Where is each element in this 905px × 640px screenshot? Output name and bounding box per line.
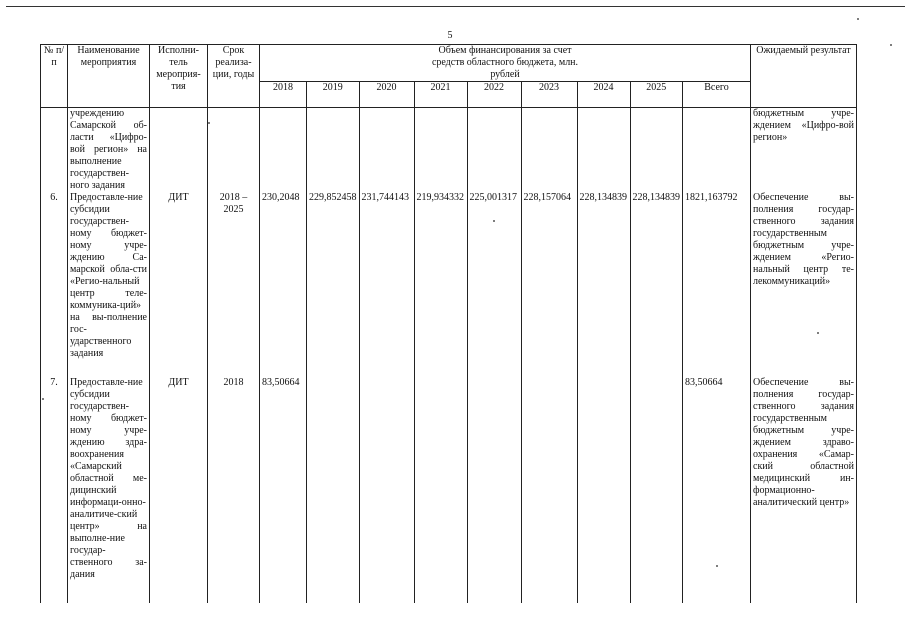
table-row [41, 192, 857, 377]
row-value [307, 377, 360, 603]
row-value [521, 377, 577, 603]
header-year: 2025 [630, 82, 683, 108]
header-num: № п/п [41, 45, 68, 108]
table-row [41, 377, 857, 603]
row-term: 2018 – 2025 [208, 192, 260, 377]
header-year: 2018 [260, 82, 307, 108]
row-executor: ДИТ [150, 192, 208, 377]
header-year: 2019 [307, 82, 360, 108]
row-name: учреждению Самарской об-ласти «Цифро-вой регион» на выполнение государствен-ного задания [68, 108, 150, 193]
row-executor [150, 108, 208, 193]
row-value [521, 108, 577, 193]
scan-speck [890, 44, 892, 46]
row-value [414, 377, 467, 603]
header-year: 2021 [414, 82, 467, 108]
row-value [359, 108, 414, 193]
scan-speck [493, 220, 495, 222]
row-executor: ДИТ [150, 377, 208, 603]
table-row [41, 108, 857, 193]
row-num: 6. [41, 192, 68, 377]
row-value: 228,134839 [577, 192, 630, 377]
row-result: Обеспечение вы-полнения государ-ственного задания государственным бюджетным учре-ждением «Регио-нальный центр те-лекоммуникаций» [751, 192, 857, 377]
row-value [630, 108, 683, 193]
scan-speck [42, 398, 44, 400]
header-term: Срок реализа-ции, годы [208, 45, 260, 108]
row-value: 225,001317 [467, 192, 521, 377]
row-num [41, 108, 68, 193]
row-num: 7. [41, 377, 68, 603]
row-total: 83,50664 [683, 377, 751, 603]
row-value [577, 377, 630, 603]
header-name: Наименование мероприятия [68, 45, 150, 108]
row-value [414, 108, 467, 193]
row-value: 83,50664 [260, 377, 307, 603]
row-result: бюджетным учре-ждением «Цифро-вой регион» [751, 108, 857, 193]
row-value [467, 108, 521, 193]
header-year: 2022 [467, 82, 521, 108]
row-value [630, 377, 683, 603]
header-year: 2020 [359, 82, 414, 108]
row-name: Предоставле-ние субсидии государствен-ному бюджет-ному учре-ждению Са-марской обла-сти «Регио-нальный центр теле-коммуника-ций» на вы-полнение гос-ударственного задания [68, 192, 150, 377]
scan-speck [857, 18, 859, 20]
row-value [307, 108, 360, 193]
header-total: Всего [683, 82, 751, 108]
row-value: 229,852458 [307, 192, 360, 377]
row-value: 228,134839 [630, 192, 683, 377]
row-total: 1821,163792 [683, 192, 751, 377]
row-total [683, 108, 751, 193]
scan-speck [817, 332, 819, 334]
row-value [260, 108, 307, 193]
row-name: Предоставле-ние субсидии государствен-ному бюджет-ному учре-ждению здра-воохранения «Самарский областной ме-дицинский информаци-онно-аналитиче-ский центр» на выполне-ние государ-ственного за-дания [68, 377, 150, 603]
row-value [467, 377, 521, 603]
row-value [359, 377, 414, 603]
row-value [577, 108, 630, 193]
header-year: 2023 [521, 82, 577, 108]
row-value: 228,157064 [521, 192, 577, 377]
row-result: Обеспечение вы-полнения государ-ственного задания государственным бюджетным учре-ждением здраво-охранения «Самар-ский областной медицинский ин-формационно-аналитический центр» [751, 377, 857, 603]
header-result: Ожидаемый результат [751, 45, 857, 108]
page-number: 5 [447, 30, 453, 41]
scan-speck [716, 565, 718, 567]
header-executor: Исполни-тель мероприя-тия [150, 45, 208, 108]
funding-table [40, 44, 857, 603]
header-year: 2024 [577, 82, 630, 108]
scan-speck [208, 122, 210, 124]
top-border-line [6, 6, 905, 7]
row-value: 219,934332 [414, 192, 467, 377]
row-term [208, 108, 260, 193]
row-value: 230,2048 [260, 192, 307, 377]
row-value: 231,744143 [359, 192, 414, 377]
row-term: 2018 [208, 377, 260, 603]
header-funding: Объем финансирования за счет средств областного бюджета, млн. рублей [260, 45, 751, 82]
